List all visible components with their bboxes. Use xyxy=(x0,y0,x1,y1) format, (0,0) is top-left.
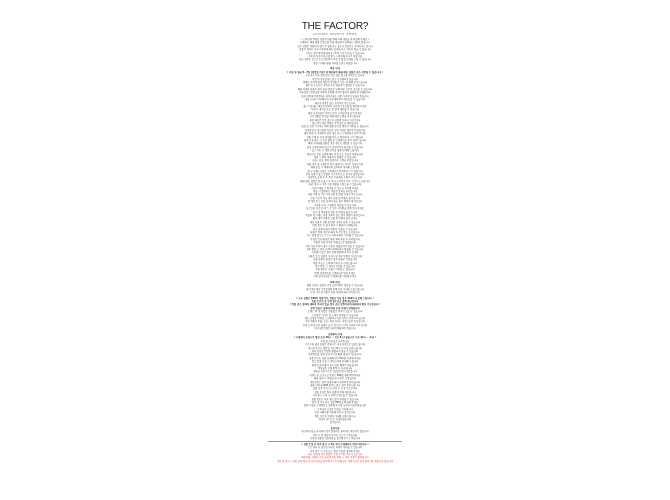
notice-line: 향수 및 화장품은 개봉 후 반품이 불가합니다 xyxy=(312,210,358,214)
notice-line: 상품 수령 후 포장 상태를 반드시 확인해 주시기 바랍니다 xyxy=(306,135,364,139)
notice-line: 택배 분실 시 택배사와 협의하여 처리해 드립니다 xyxy=(310,166,360,170)
notice-line: 구매 전 상세 사이즈를 반드시 확인해 주시기 바랍니다 xyxy=(308,55,362,59)
notice-line: 품절 시 빠른 환불 처리를 도와드리겠습니다 xyxy=(313,61,357,65)
section-heading: 고객센터 안내 xyxy=(327,332,343,336)
notice-line: 가죽 제품의 주름, 모공, 색상 차이는 자연스러운 특성입니다 xyxy=(305,320,365,324)
notice-line: 통관 보류 시 추가 서류 제출을 요청드릴 수 있습니다 xyxy=(308,183,362,187)
notice-line: 더스트백, 보증서, 박스 등 모든 구성품을 함께 보내 주세요 xyxy=(305,207,365,211)
emphasis-line: • 고객센터 운영시간 평일 오전 10시 ~ 오후 5시 (점심시간 오후 12시 ~ 1시) • xyxy=(293,336,377,340)
notice-line: 착불 반송은 수령이 거부될 수 있습니다 xyxy=(315,268,355,272)
notice-line: 게시판 문의는 영업일 기준 24시간 이내 답변드립니다 xyxy=(308,346,362,350)
notice-line: 현지 사정에 따라 입고가 지연되거나 취소될 수 있습니다 xyxy=(306,145,364,149)
notice-line: 통관 과정에서 발생하는 관부가세는 상품 가격에 포함되어 있습니다 xyxy=(301,94,369,98)
notice-line: 상품 문의는 상품 상세페이지 Q&A를 이용해 주세요 xyxy=(309,356,361,360)
notice-line: 천재지변 등 불가항력 사유로 인한 지연은 책임지지 않습니다 xyxy=(304,128,366,132)
notice-line: 브랜드 택 및 라벨은 상품별로 차이가 있을 수 있습니다 xyxy=(307,310,363,314)
notice-line: 상품 하자 및 오배송의 경우 배송비는 당사가 부담합니다 xyxy=(306,162,364,166)
notice-line: 선물 포장 서비스는 주문 시 요청 가능합니다 xyxy=(312,387,358,391)
notice-line: 항상 더팩터를 이용해 주셔서 감사합니다 xyxy=(314,411,356,415)
notice-line: 천연 소재 특성상 냄새가 날 수 있으며 시간이 지나면 사라집니다 xyxy=(302,323,368,327)
emphasis-line: ✔ 상품 수령 후 하자 발견 시 3일 이내 고객센터로 연락 바랍니다 ✔ xyxy=(300,442,370,446)
notice-line: 주문 상품의 출고 알림은 카카오톡 또는 문자로 발송됩니다 xyxy=(305,173,365,177)
notice-line: 이벤트 및 프로모션 정보는 SNS를 통해 확인하세요 xyxy=(309,373,361,377)
notice-line: 외부 포장 파손 시 사진 촬영 후 고객센터로 문의 부탁드립니다 xyxy=(303,138,367,142)
notice-line: 카카오톡 채널 상담은 운영시간 내 순차적으로 답변드립니다 xyxy=(305,343,365,347)
section-heading: 유의사항 xyxy=(330,427,340,431)
notice-line: 주얼리 및 시계는 착용 흔적이 있는 경우 반품이 불가합니다 xyxy=(305,213,365,217)
notice-line: 위 사항은 반품 사유에 해당하지 않습니다 xyxy=(314,327,356,331)
notice-line: 부재 시 경비실 또는 문 앞에 배송될 수 있습니다 xyxy=(311,108,359,112)
notice-line: 묶음 배송은 동일 출고지 상품에 한하여 가능합니다 xyxy=(309,118,361,122)
notice-line: 임의 반송 시 처리가 지연될 수 있습니다 xyxy=(315,265,355,268)
notice-line: 검수 결과에 따라 반품이 거절될 수 있습니다 xyxy=(312,227,358,231)
notice-line: 개인정보는 관련 법령에 따라 안전하게 관리됩니다 xyxy=(309,380,361,384)
notice-line: 출고 이후에는 배송지 변경이 어려우니 주소를 꼭 확인해 주세요 xyxy=(303,104,367,108)
notice-line: 적립금은 구매 확정 후 지급됩니다 xyxy=(318,366,352,370)
notice-line: 선물 포장은 일부 상품에 한해 제공됩니다 xyxy=(314,390,356,394)
notice-line: 쿠폰 사용 주문의 경우 쿠폰은 재발급되지 않을 수 있습니다 xyxy=(305,244,365,248)
notice-line: 자세한 내용은 이용약관을 참고해 주시기 바랍니다 xyxy=(309,437,361,441)
notice-line: 기간 경과 후 접수된 하자는 처리가 어려울 수 있습니다 xyxy=(307,446,363,450)
notice-line: 세일 상품은 교환 및 반품 규정이 다를 수 있습니다 xyxy=(309,220,361,224)
notice-line: 기타 문의사항은 고객센터를 이용해 주세요 xyxy=(313,275,357,279)
notice-line: 회원 등급에 따라 추가 할인 혜택이 제공됩니다 xyxy=(311,363,359,367)
emphasis-line: • 모든 상품은 100% 정품이며, 정품이 아닐 경우 110% 보상해 드립니다 • xyxy=(296,296,374,300)
emphasis-line: • 주문 후 평균 3~7일 (영업일 기준) 내 배송되며 해외 배송 상품은 다소 지연될 수 있습니다 • xyxy=(286,70,384,74)
section-heading: A/S 안내 xyxy=(330,280,340,284)
notice-line: 고객님의 소중한 의견을 기다립니다 xyxy=(317,407,353,411)
emphasis-line: 감정 비용은 결과에 따라 부담 주체가 결정됩니다 xyxy=(310,306,360,310)
notice-line: 배송 완료 후 수령하지 못한 경우 즉시 고객센터로 연락 주세요 xyxy=(303,132,367,136)
notice-line: 상품의 색상은 모니터 환경에 따라 실제와 다소 차이가 있을 수 있습니다 xyxy=(299,48,371,52)
notice-line: 카드 결제 취소는 카드사 사정에 따라 지연될 수 있습니다 xyxy=(306,234,364,238)
notice-line: 환불은 결제 수단에 따라 3~7일 정도 소요됩니다 xyxy=(310,230,360,234)
notice-line: 당사에서 제휴 수선업체를 통해 유상 수리를 도와드립니다 xyxy=(306,287,364,291)
notice-line: 정품 보증 및 안전한 거래를 약속드립니다 xyxy=(314,414,356,418)
notice-line: 입고 알림 신청 시 재입고되면 안내해 드립니다 xyxy=(311,360,359,364)
notice-line: 주문번호를 함께 남겨 주시면 빠른 상담이 가능합니다 xyxy=(308,353,362,357)
notice-line: 재고 상황은 실시간으로 변동되어 주문 후 품절 안내를 드릴 수 있습니다 xyxy=(299,58,371,62)
notice-line: 교환은 동일 상품의 사이즈 및 색상 변경만 가능합니다 xyxy=(308,254,362,258)
notice-line: 반품 접수 후 검수 완료 시 환불이 진행됩니다 xyxy=(312,224,358,228)
notice-line: 주말 및 공휴일은 휴무입니다 xyxy=(320,339,350,343)
notice-line: 최상의 서비스로 보답하겠습니다 xyxy=(318,418,352,422)
notice-line: 구성품 누락 시 반품이 제한될 수 있습니다 xyxy=(313,203,357,207)
notice-line: 하자 접수 시 사진 또는 영상 자료를 첨부해 주세요 xyxy=(309,449,361,453)
warning-line: 해외 배송 상품은 단순 변심에 의한 반품 시 추가 비용이 발생합니다 xyxy=(301,456,369,460)
notice-line: 상품 수령 후 7일 이내 교환 및 반품 신청이 가능합니다 xyxy=(307,193,363,197)
notice-line: 반품 송장번호를 고객센터로 알려 주세요 xyxy=(314,271,356,275)
notice-line: 상품 정보는 사전 예고 없이 변경될 수 있습니다 xyxy=(311,397,359,401)
notice-line: 사은품이 있는 경우 함께 반품해 주셔야 합니다 xyxy=(311,251,359,255)
notice-line: 보다 자세한 사항은 고객센터로 문의해 주시기 바랍니다 xyxy=(307,169,363,173)
emphasis-line: • 정품 검수 결과에 대하여 이의가 있을 경우 공인 감정기관에 의뢰하여 확인 가능합니다 • xyxy=(289,303,381,307)
notice-line: 해외 브랜드 상품은 국내 공식 A/S가 제한될 수 있습니다 xyxy=(306,284,364,288)
notice-line: 사이즈 측정 방법에 따라 1~3cm 오차가 있을 수 있습니다 xyxy=(305,51,365,55)
notice-line: 배송 조회는 마이페이지 주문내역에서 확인하실 수 있습니다 xyxy=(305,98,365,102)
notice-line: 불편 사항은 고객센터로 말씀해 주시면 신속히 처리하겠습니다 xyxy=(303,404,367,408)
notice-line: 문의 전 자주 묻는 질문(FAQ)을 확인해 주세요 xyxy=(311,401,359,404)
notice-line: 제조 공정상 미세한 스크래치나 마감 차이는 하자가 아닙니다 xyxy=(304,317,366,321)
notice-line: 반품 주소는 고객센터 확인 후 안내드립니다 xyxy=(313,261,357,265)
notice-line: 배송비는 주문 금액에 따라 무료 또는 유료로 적용됩니다 xyxy=(306,152,364,156)
notice-line: 감사합니다 xyxy=(329,421,341,425)
notice-line: 반품 시 왕복 배송비가 발생할 수 있습니다 xyxy=(313,156,357,159)
notice-line: 해외 직배송 상품의 경우 통관 절차로 인해 배송 기간이 길어질 수 있습니다 xyxy=(297,87,373,91)
notice-line: 수선 기간 및 비용은 상품 상태에 따라 상이합니다 xyxy=(310,291,360,295)
notice-line: 무통장 입금 환불은 환불 계좌 확인 후 처리됩니다 xyxy=(310,237,360,241)
notice-line: 명절 및 연휴 기간에는 택배 물량 증가로 배송이 지연될 수 있습니다 xyxy=(301,125,369,129)
notice-line: 주문 시 위 내용에 동의한 것으로 간주됩니다 xyxy=(312,433,358,437)
notice-line: 적립금 유효기간은 지급일로부터 1년입니다 xyxy=(313,370,357,374)
notice-line: 배송지 변경은 출고 전까지만 가능합니다 xyxy=(314,101,356,105)
notice-line: 입고 지연 시 개별 연락을 통해 안내해 드립니다 xyxy=(311,149,359,153)
notice-line: 해외 구매대행 상품은 주문 취소가 제한될 수 있습니다 xyxy=(308,142,362,146)
notice-line: 가격 표시 오류 시 주문이 취소될 수 있습니다 xyxy=(312,394,358,398)
notice-line: 적립금 사용 주문은 적립금으로 환원됩니다 xyxy=(313,241,357,245)
notice-line: 부분 반품 시 할인 금액이 재계산되어 환불될 수 있습니다 xyxy=(306,247,364,251)
notice-line: 해외 배송 상품은 현지 출고 후 국내 도착까지 추가 기간이 소요됩니다 xyxy=(300,179,370,183)
notice-line: 출고지가 다른 상품은 각각 별도로 배송됩니다 xyxy=(312,121,358,125)
notice-line: 택배사 사정에 따라 배송이 지연될 수 있는 점 양해 부탁드립니다 xyxy=(302,81,368,85)
notice-line: 오후 2시 이전 결제 완료 건은 당일 출고를 원칙으로 합니다 xyxy=(305,74,365,78)
warning-line: 단순 변심에 의한 반품은 수령 후 7일 이내 가능합니다 xyxy=(308,453,362,457)
notice-line: 택 제거 또는 사용 흔적이 있는 경우 반품이 불가합니다 xyxy=(307,200,363,204)
warning-line: 주문 전 반드시 상품 상세 정보 및 유의사항을 확인해 주시기 바랍니다. 미확인으로 인한 불이익은 책임지지 않습니다 xyxy=(277,459,393,463)
section-heading: 배송 안내 xyxy=(330,67,340,71)
notice-line: 교환 상품이 품절인 경우 환불로 처리됩니다 xyxy=(313,258,357,262)
emphasis-line: 정품 보증서 및 구매 영수증을 함께 제공합니다 xyxy=(311,300,359,304)
notice-line: 교환 시에도 왕복 배송비는 고객님 부담입니다 xyxy=(312,159,358,163)
notice-line: 제주 및 도서산간 지역은 추가 배송비가 발생할 수 있습니다 xyxy=(305,84,365,88)
notice-line: 모든 상품은 정품이며 검수 후 발송되고 있으니 안심하고 구매하셔도 됩니다 xyxy=(297,44,373,48)
notice-line: 개인통관고유부호를 정확히 입력해 주셔야 통관이 원활하게 진행됩니다 xyxy=(299,91,371,95)
notice-line: 더팩터는 해외 명품 브랜드를 직접 매입하여 판매하는 셀렉트샵입니다 xyxy=(300,41,370,45)
notice-line: 대량 구매 및 B2B 문의는 별도 연락 부탁드립니다 xyxy=(310,383,360,387)
notice-line: 회원 탈퇴 시 적립금 및 쿠폰은 소멸됩니다 xyxy=(313,377,357,381)
notice-line: 배송 요청사항은 주문서 작성 시 메모란에 남겨 주세요 xyxy=(308,111,362,115)
brand-tagline: LUXURY SELECT SHOP xyxy=(312,32,358,36)
notice-line: 맞춤 제작 상품은 교환 및 반품이 불가합니다 xyxy=(312,217,358,221)
notice-line: 신청 기간이 지난 경우 교환 및 반품이 불가합니다 xyxy=(310,196,360,200)
notice-line: 송장번호 등록 후 1~2일 이내 배송 조회가 가능합니다 xyxy=(307,176,363,180)
notice-document xyxy=(262,22,408,463)
notice-line: 주말 및 공휴일에는 출고가 진행되지 않습니다 xyxy=(312,77,358,81)
notice-line: 서류 미제출 시 반송될 수 있으니 유의해 주세요 xyxy=(311,186,359,190)
notice-line: 전화 상담은 연결이 원활하지 않을 수 있습니다 xyxy=(311,349,359,353)
notice-line: 반송 시 발생하는 비용은 고객님 부담입니다 xyxy=(313,190,357,194)
notice-line: 위 안내사항을 숙지하지 않아 발생하는 불이익은 책임지지 않습니다 xyxy=(301,430,369,434)
brand-logo: THE FACTOR? xyxy=(301,21,369,32)
notice-line: 고가 상품은 안전을 위해 대면 수령을 권장드립니다 xyxy=(309,115,361,119)
notice-line: 시즌별로 디자인 및 소재가 변경될 수 있습니다 xyxy=(311,313,359,317)
notice-sections xyxy=(262,38,408,463)
notice-line: • 고객님께 정확한 상품 안내를 위해 아래 내용을 꼭 확인해 주세요 • xyxy=(300,38,370,41)
